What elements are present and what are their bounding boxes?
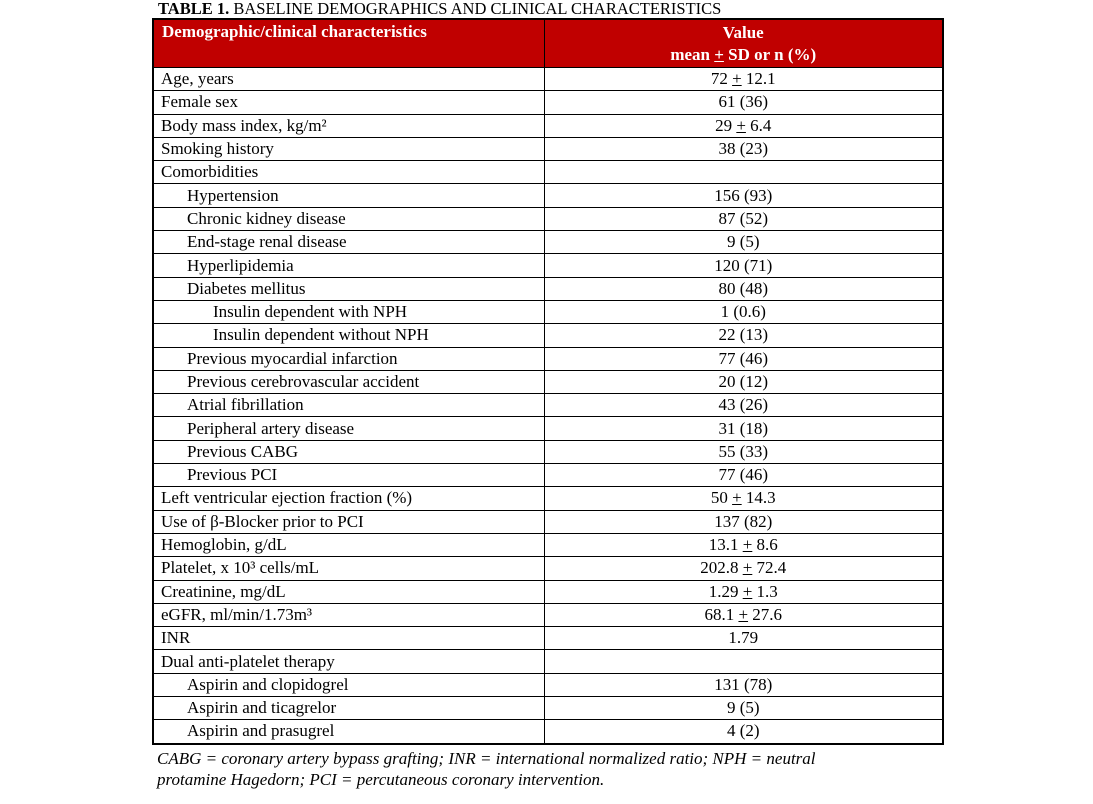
table-row [153,207,943,230]
table-row [153,137,943,160]
characteristic-cell: Insulin dependent without NPH [153,324,544,347]
table-row [153,347,943,370]
characteristic-cell: Age, years [153,68,544,91]
value-cell: 9 (5) [544,231,943,254]
table-row [153,697,943,720]
characteristic-cell: Left ventricular ejection fraction (%) [153,487,544,510]
footnote-line: protamine Hagedorn; PCI = percutaneous coronary intervention. [157,770,605,790]
table-row [153,673,943,696]
header-row [153,19,943,68]
characteristic-cell: Hemoglobin, g/dL [153,533,544,556]
characteristic-cell: Platelet, x 10³ cells/mL [153,557,544,580]
table-row [153,161,943,184]
table-row [153,464,943,487]
value-cell: 1.79 [544,627,943,650]
table-row [153,277,943,300]
characteristic-cell: Previous PCI [153,464,544,487]
characteristic-cell: Atrial fibrillation [153,394,544,417]
characteristic-cell: Diabetes mellitus [153,277,544,300]
characteristic-cell: Creatinine, mg/dL [153,580,544,603]
characteristic-cell: Insulin dependent with NPH [153,300,544,323]
value-cell: 38 (23) [544,137,943,160]
header-value-line2: mean + SD or n (%) [670,45,817,64]
table-row [153,300,943,323]
table-footnote [157,748,944,791]
value-cell: 50 + 14.3 [544,487,943,510]
table-row [153,394,943,417]
value-cell: 1 (0.6) [544,300,943,323]
table-row [153,231,943,254]
value-cell: 31 (18) [544,417,943,440]
value-cell [544,161,943,184]
characteristic-cell: Previous CABG [153,440,544,463]
characteristic-cell: INR [153,627,544,650]
value-cell: 29 + 6.4 [544,114,943,137]
characteristic-cell: Aspirin and clopidogrel [153,673,544,696]
characteristic-cell: Hyperlipidemia [153,254,544,277]
characteristic-cell: Dual anti-platelet therapy [153,650,544,673]
value-cell: 43 (26) [544,394,943,417]
table-row [153,184,943,207]
table-caption-label: TABLE 1. [158,0,230,18]
characteristic-cell: Previous cerebrovascular accident [153,370,544,393]
characteristic-cell: Body mass index, kg/m² [153,114,544,137]
value-cell [544,650,943,673]
characteristic-cell: Smoking history [153,137,544,160]
table-row [153,627,943,650]
value-cell: 72 + 12.1 [544,68,943,91]
header-value-line1: Value [722,23,764,42]
table-row [153,720,943,744]
characteristic-cell: Previous myocardial infarction [153,347,544,370]
value-cell: 61 (36) [544,91,943,114]
value-cell: 77 (46) [544,464,943,487]
characteristic-cell: Aspirin and prasugrel [153,720,544,744]
footnote-line: CABG = coronary artery bypass grafting; INR = international normalized ratio; NPH = neutral [157,748,816,768]
table-row [153,580,943,603]
table-row [153,324,943,347]
value-cell: 120 (71) [544,254,943,277]
characteristic-cell: Peripheral artery disease [153,417,544,440]
value-cell: 22 (13) [544,324,943,347]
table-row [153,533,943,556]
characteristic-cell: Female sex [153,91,544,114]
value-cell: 137 (82) [544,510,943,533]
header-value [544,19,943,68]
header-characteristics: Demographic/clinical characteristics [153,19,544,68]
value-cell: 77 (46) [544,347,943,370]
characteristic-cell: Chronic kidney disease [153,207,544,230]
value-cell: 202.8 + 72.4 [544,557,943,580]
table-row [153,91,943,114]
table-row [153,440,943,463]
table-header [153,19,943,68]
table-row [153,603,943,626]
value-cell: 20 (12) [544,370,943,393]
table-row [153,557,943,580]
table-row [153,68,943,91]
value-cell: 4 (2) [544,720,943,744]
characteristic-cell: Use of β-Blocker prior to PCI [153,510,544,533]
table-body [153,68,943,744]
table-row [153,370,943,393]
value-cell: 9 (5) [544,697,943,720]
table-row [153,650,943,673]
value-cell: 13.1 + 8.6 [544,533,943,556]
value-cell: 1.29 + 1.3 [544,580,943,603]
characteristic-cell: End-stage renal disease [153,231,544,254]
table-row [153,114,943,137]
value-cell: 55 (33) [544,440,943,463]
table-caption-text: BASELINE DEMOGRAPHICS AND CLINICAL CHARACTERISTICS [233,0,722,18]
value-cell: 68.1 + 27.6 [544,603,943,626]
table-caption [158,0,944,17]
characteristic-cell: Comorbidities [153,161,544,184]
table-row [153,487,943,510]
characteristic-cell: eGFR, ml/min/1.73m³ [153,603,544,626]
demographics-table [152,18,944,745]
table-row [153,417,943,440]
value-cell: 131 (78) [544,673,943,696]
document-page [152,0,944,791]
characteristic-cell: Aspirin and ticagrelor [153,697,544,720]
value-cell: 156 (93) [544,184,943,207]
table-row [153,510,943,533]
value-cell: 80 (48) [544,277,943,300]
value-cell: 87 (52) [544,207,943,230]
table-row [153,254,943,277]
characteristic-cell: Hypertension [153,184,544,207]
